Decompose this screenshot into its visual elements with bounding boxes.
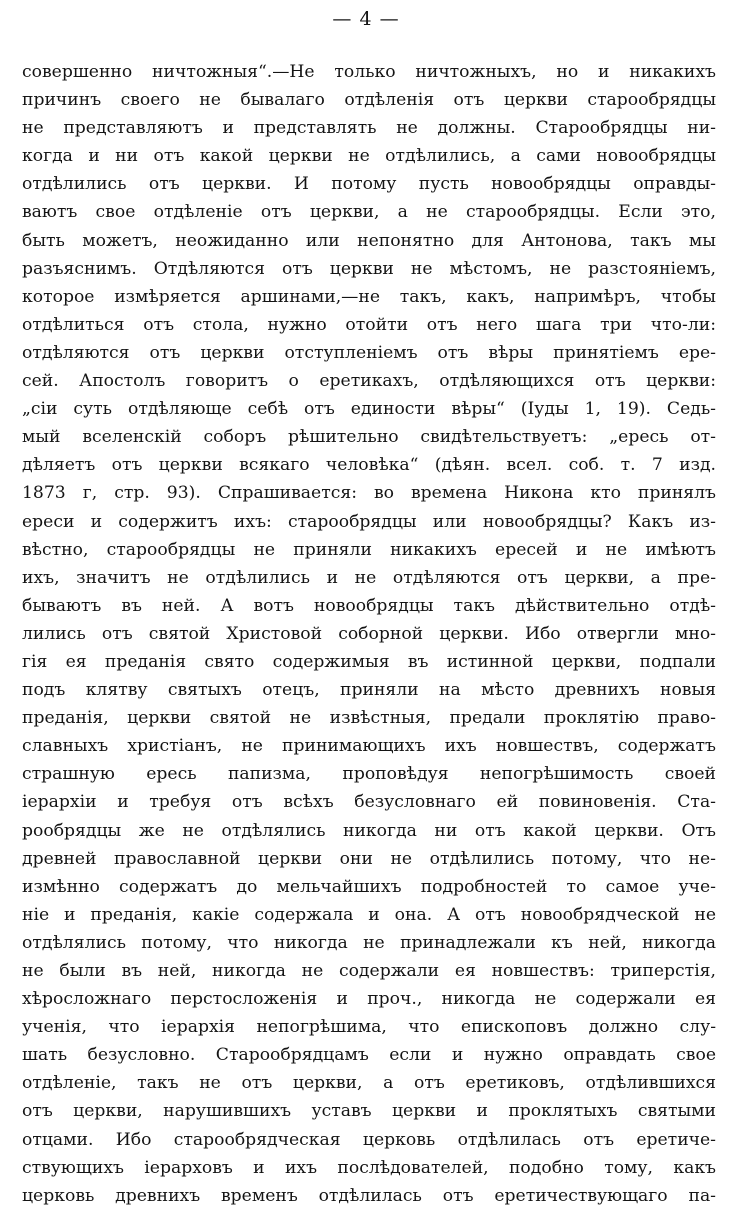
text-line: іерархіи и требуя отъ всѣхъ безусловнаго ей повиновенія. Ста- — [22, 792, 716, 813]
text-line: ученія, что іерархія непогрѣшима, что епископовъ должно слу- — [22, 1017, 716, 1038]
text-line: подъ клятву святыхъ отецъ, приняли на мѣсто древнихъ новыя — [22, 680, 716, 701]
text-line: совершенно ничтожныя“.—Не только ничтожныхъ, но и никакихъ — [22, 62, 716, 82]
text-line: гія ея преданія свято содержимыя въ истинной церкви, подпали — [22, 651, 716, 672]
text-line: хѣросложнаго перстосложенія и проч., никогда не содержали ея — [22, 989, 716, 1010]
text-line: шать безусловно. Старообрядцамъ если и нужно оправдать свое — [22, 1045, 716, 1066]
text-line: отдѣляются отъ церкви отступленіемъ отъ вѣры принятіемъ ере- — [22, 342, 716, 363]
text-line: бываютъ въ ней. А вотъ новообрядцы такъ дѣйствительно отдѣ- — [22, 595, 716, 616]
text-line: 1873 г, стр. 93). Спрашивается: во времена Никона кто принялъ — [22, 483, 716, 504]
body-text — [22, 58, 716, 1210]
text-line: не представляютъ и представлять не должны. Старообрядцы ни- — [22, 118, 716, 139]
text-line: ереси и содержитъ ихъ: старообрядцы или новообрядцы? Какъ из- — [22, 511, 716, 532]
text-line: сей. Апостолъ говоритъ о еретикахъ, отдѣляющихся отъ церкви: — [22, 371, 716, 392]
text-line: рообрядцы же не отдѣлялись никогда ни отъ какой церкви. Отъ — [22, 820, 716, 841]
text-line: измѣнно содержатъ до мельчайшихъ подробностей то самое уче- — [22, 876, 716, 897]
text-line: страшную ересь папизма, проповѣдуя непогрѣшимость своей — [22, 764, 716, 785]
text-line: которое измѣряется аршинами,—не такъ, какъ, напримѣръ, чтобы — [22, 286, 716, 307]
text-line: отцами. Ибо старообрядческая церковь отдѣлилась отъ еретиче- — [22, 1129, 716, 1150]
text-line: лились отъ святой Христовой соборной церкви. Ибо отвергли мно- — [22, 623, 716, 644]
page-number: — 4 — — [332, 8, 400, 30]
text-line: отдѣлиться отъ стола, нужно отойти отъ него шага три что-ли: — [22, 314, 716, 335]
text-line: ихъ, значитъ не отдѣлились и не отдѣляются отъ церкви, а пре- — [22, 567, 716, 588]
text-line: славныхъ христіанъ, не принимающихъ ихъ новшествъ, содержатъ — [22, 736, 716, 757]
text-line: преданія, церкви святой не извѣстныя, предали проклятію право- — [22, 708, 716, 729]
text-line: когда и ни отъ какой церкви не отдѣлились, а сами новообрядцы — [22, 146, 716, 167]
text-line: отдѣлились отъ церкви. И потому пусть новообрядцы оправды- — [22, 174, 716, 195]
text-line: ваютъ свое отдѣленіе отъ церкви, а не старообрядцы. Если это, — [22, 202, 716, 223]
text-line: причинъ своего не бывалаго отдѣленія отъ церкви старообрядцы — [22, 90, 716, 111]
text-line: отъ церкви, нарушившихъ уставъ церкви и проклятыхъ святыми — [22, 1101, 716, 1122]
text-line: „сіи суть отдѣляюще себѣ отъ единости вѣры“ (Іуды 1, 19). Седь- — [22, 399, 716, 420]
text-line: отдѣленіе, такъ не отъ церкви, а отъ еретиковъ, отдѣлившихся — [22, 1073, 716, 1094]
text-line: дѣляетъ отъ церкви всякаго человѣка“ (дѣян. всел. соб. т. 7 изд. — [22, 455, 716, 476]
text-line: мый вселенскій соборъ рѣшительно свидѣтельствуетъ: „ересь от- — [22, 427, 716, 448]
text-line: древней православной церкви они не отдѣлились потому, что не- — [22, 848, 716, 869]
text-line: не были въ ней, никогда не содержали ея новшествъ: триперстія, — [22, 961, 716, 981]
text-line: отдѣлялись потому, что никогда не принадлежали къ ней, никогда — [22, 932, 716, 953]
text-line: разъяснимъ. Отдѣляются отъ церкви не мѣстомъ, не разстояніемъ, — [22, 258, 716, 279]
text-line: ствующихъ іерарховъ и ихъ послѣдователей, подобно тому, какъ — [22, 1157, 716, 1178]
text-line: быть можетъ, неожиданно или непонятно для Антонова, такъ мы — [22, 230, 716, 251]
text-line: церковь древнихъ временъ отдѣлилась отъ еретичествующаго па- — [22, 1185, 716, 1206]
text-line: вѣстно, старообрядцы не приняли никакихъ ересей и не имѣютъ — [22, 539, 716, 560]
text-line: ніе и преданія, какіе содержала и она. А отъ новообрядческой не — [22, 904, 716, 925]
